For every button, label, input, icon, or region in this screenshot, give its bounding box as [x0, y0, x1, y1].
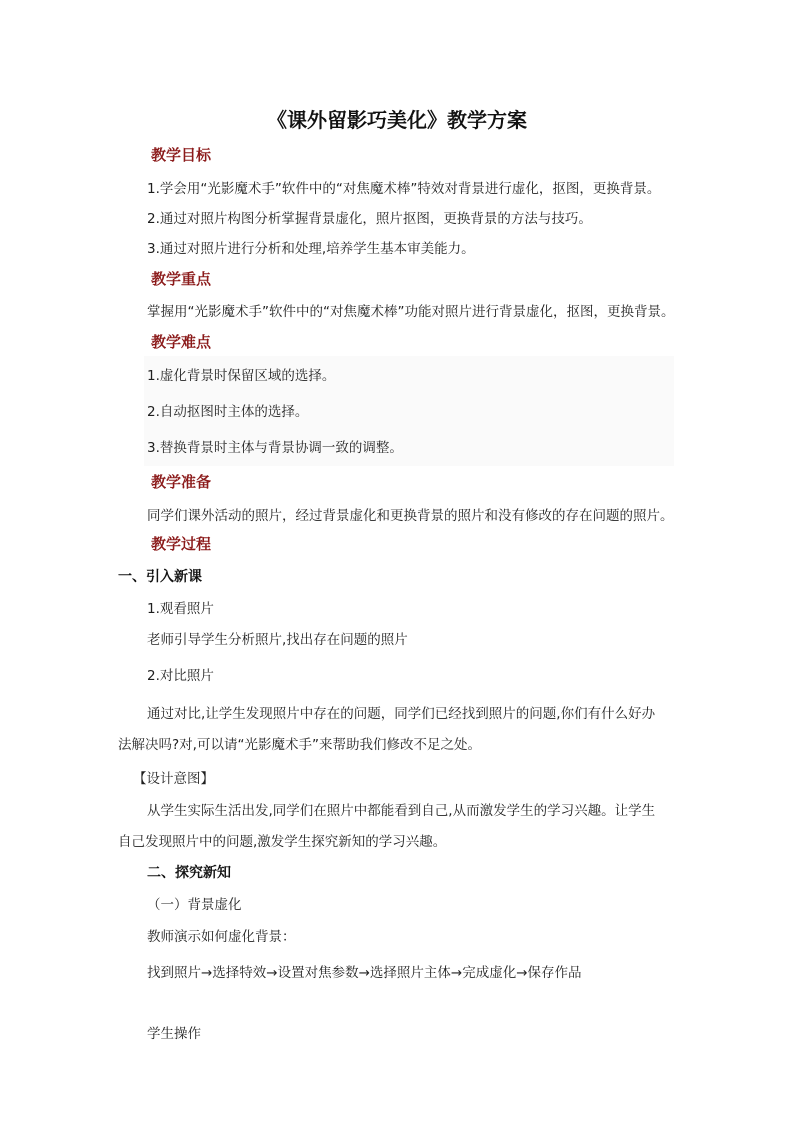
- part1-step1-text: 老师引导学生分析照片,找出存在问题的照片: [147, 632, 408, 648]
- document-title: 《课外留影巧美化》教学方案: [267, 108, 527, 132]
- goal-item-2: 2.通过对照片构图分析掌握背景虚化，照片抠图，更换背景的方法与技巧。: [147, 211, 592, 227]
- difficulty-item-2: 2.自动抠图时主体的选择。: [147, 404, 309, 420]
- heading-difficulties: 教学难点: [151, 333, 212, 351]
- heading-goals: 教学目标: [151, 146, 212, 164]
- heading-key-points: 教学重点: [151, 270, 212, 288]
- difficulty-item-1: 1.虚化背景时保留区域的选择。: [147, 368, 336, 384]
- part1-para1-line2: 法解决吗?对,可以请“光影魔术手”来帮助我们修改不足之处。: [118, 737, 481, 753]
- part2-flow: 找到照片→选择特效→设置对焦参数→选择照片主体→完成虚化→保存作品: [147, 965, 582, 981]
- key-points-text: 掌握用“光影魔术手”软件中的“对焦魔术棒”功能对照片进行背景虚化，抠图，更换背景。: [147, 304, 675, 320]
- goal-item-1: 1.学会用“光影魔术手”软件中的“对焦魔术棒”特效对背景进行虚化，抠图，更换背景。: [147, 181, 661, 197]
- preparation-text: 同学们课外活动的照片，经过背景虚化和更换背景的照片和没有修改的存在问题的照片。: [147, 508, 674, 524]
- design-intent-label: 【设计意图】: [133, 771, 214, 787]
- part2-student-op: 学生操作: [147, 1026, 201, 1042]
- heading-process: 教学过程: [151, 535, 212, 553]
- part1-para2-line1: 从学生实际生活出发,同学们在照片中都能看到自己,从而激发学生的学习兴趣。让学生: [147, 803, 656, 819]
- part2-demo: 教师演示如何虚化背景：: [147, 929, 296, 945]
- part1-step1: 1.观看照片: [147, 601, 214, 617]
- part2-title: 二、探究新知: [147, 865, 231, 881]
- part1-para1-line1: 通过对比,让学生发现照片中存在的问题，同学们已经找到照片的问题,你们有什么好办: [147, 706, 656, 722]
- difficulty-item-3: 3.替换背景时主体与背景协调一致的调整。: [147, 440, 403, 456]
- heading-preparation: 教学准备: [151, 473, 212, 491]
- part1-title: 一、引入新课: [118, 569, 202, 585]
- part1-para2-line2: 自己发现照片中的问题,激发学生探究新知的学习兴趣。: [118, 834, 447, 850]
- part2-sub1: （一）背景虚化: [147, 897, 242, 913]
- goal-item-3: 3.通过对照片进行分析和处理,培养学生基本审美能力。: [147, 241, 475, 257]
- part1-step2: 2.对比照片: [147, 668, 214, 684]
